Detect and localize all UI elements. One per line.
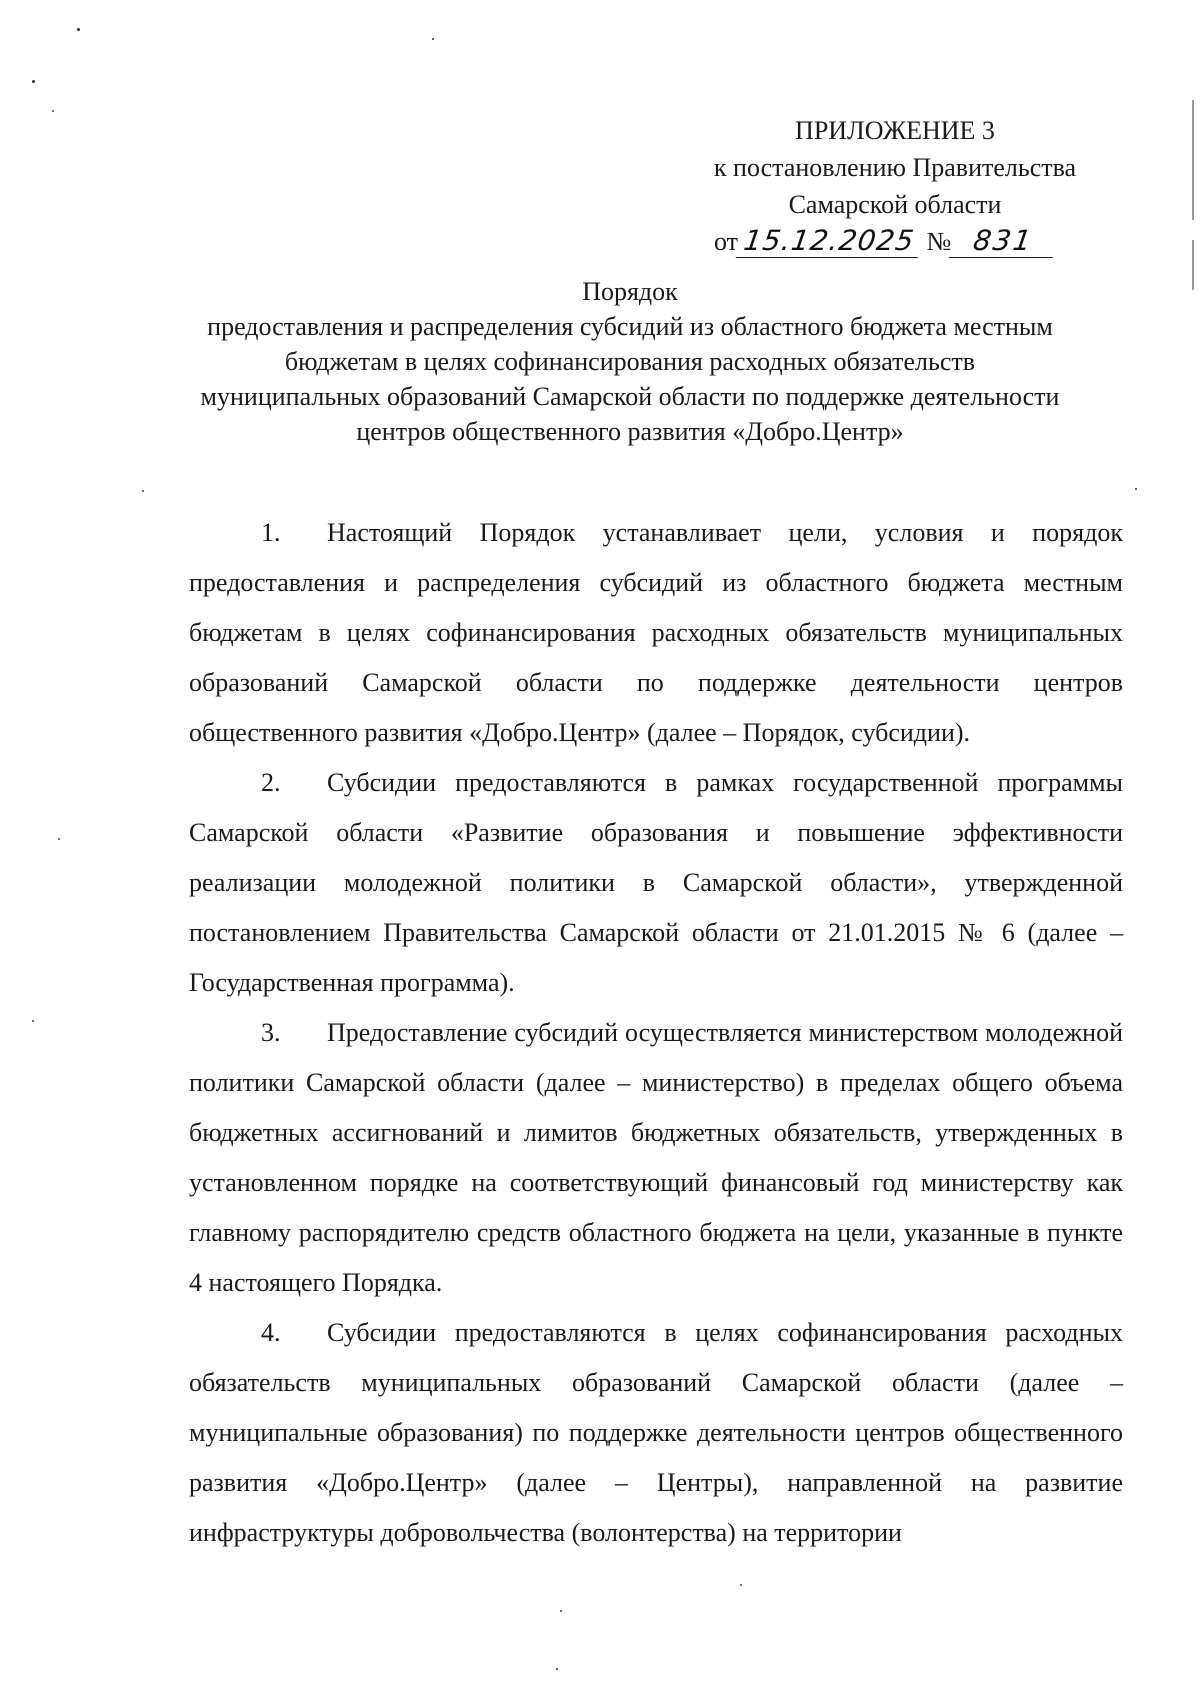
scan-edge-line: [1192, 100, 1194, 220]
paragraph-4: [189, 1308, 1123, 1558]
appendix-resolution-line: к постановлению Правительства: [713, 153, 1077, 182]
appendix-title: ПРИЛОЖЕНИЕ 3: [795, 116, 995, 145]
appendix-region-line: Самарской области: [788, 190, 1002, 219]
paragraph-number: 4.: [261, 1318, 281, 1347]
paragraph-3: [189, 1008, 1123, 1308]
paragraph-text: Субсидии предоставляются в целях софинансирования расходных обязательств муниципальных образований Самарской области (далее – муниципальные образования) по поддержке деятельности центров общественного развития «Добро.Центр» (далее – Центры), направленной на развитие инфраструктуры добровольчества (волонтерства) на территории: [189, 1318, 1123, 1547]
scan-speck: [58, 838, 60, 840]
paragraph-1: [189, 508, 1123, 758]
paragraph-text: Субсидии предоставляются в рамках государственной программы Самарской области «Развитие образования и повышение эффективности реализации молодежной политики в Самарской области», утвержденной постановлением Правительства Самарской области от 21.01.2015 № 6 (далее – Государственная программа).: [189, 768, 1123, 997]
scan-speck: [32, 1020, 34, 1022]
paragraph-number: 2.: [261, 768, 281, 797]
scan-speck: [556, 1668, 558, 1670]
scan-speck: [1135, 488, 1137, 490]
scan-speck: [560, 1610, 562, 1612]
title-heading: Порядок: [582, 277, 678, 306]
paragraph-text: Предоставление субсидий осуществляется министерством молодежной политики Самарской области (далее – министерство) в пределах общего объема бюджетных ассигнований и лимитов бюджетных обязательств, утвержденных в установленном порядке на соответствующий финансовый год министерству как главному распорядителю средств областного бюджета на цели, указанные в пункте 4 настоящего Порядка.: [189, 1018, 1123, 1297]
scan-edge-line: [1192, 240, 1194, 290]
title-line: центров общественного развития «Добро.Центр»: [356, 417, 904, 446]
document-body: [189, 508, 1123, 1558]
handwritten-date: 15.12.2025: [736, 225, 923, 258]
date-prefix: от: [714, 227, 739, 256]
title-line: предоставления и распределения субсидий из областного бюджета местным: [207, 312, 1053, 341]
scan-speck: [432, 38, 434, 40]
number-prefix: №: [926, 227, 952, 256]
scan-speck: [740, 1584, 742, 1586]
appendix-header: [690, 112, 1100, 260]
scan-speck: [52, 110, 54, 112]
paragraph-text: Настоящий Порядок устанавливает цели, условия и порядок предоставления и распределения субсидий из областного бюджета местным бюджетам в целях софинансирования расходных обязательств муниципальных образований Самарской области по поддержке деятельности центров общественного развития «Добро.Центр» (далее – Порядок, субсидии).: [189, 518, 1123, 747]
paragraph-2: [189, 758, 1123, 1008]
appendix-date-line: [690, 223, 1100, 260]
scan-speck: [142, 490, 144, 492]
title-line: бюджетам в целях софинансирования расходных обязательств: [284, 347, 976, 376]
paragraph-number: 1.: [261, 518, 281, 547]
scan-speck: [77, 28, 80, 31]
scan-speck: [32, 80, 35, 83]
paragraph-number: 3.: [261, 1018, 281, 1047]
title-line: муниципальных образований Самарской области по поддержке деятельности: [200, 382, 1060, 411]
document-title: [150, 274, 1110, 449]
handwritten-number: 831: [949, 225, 1058, 258]
